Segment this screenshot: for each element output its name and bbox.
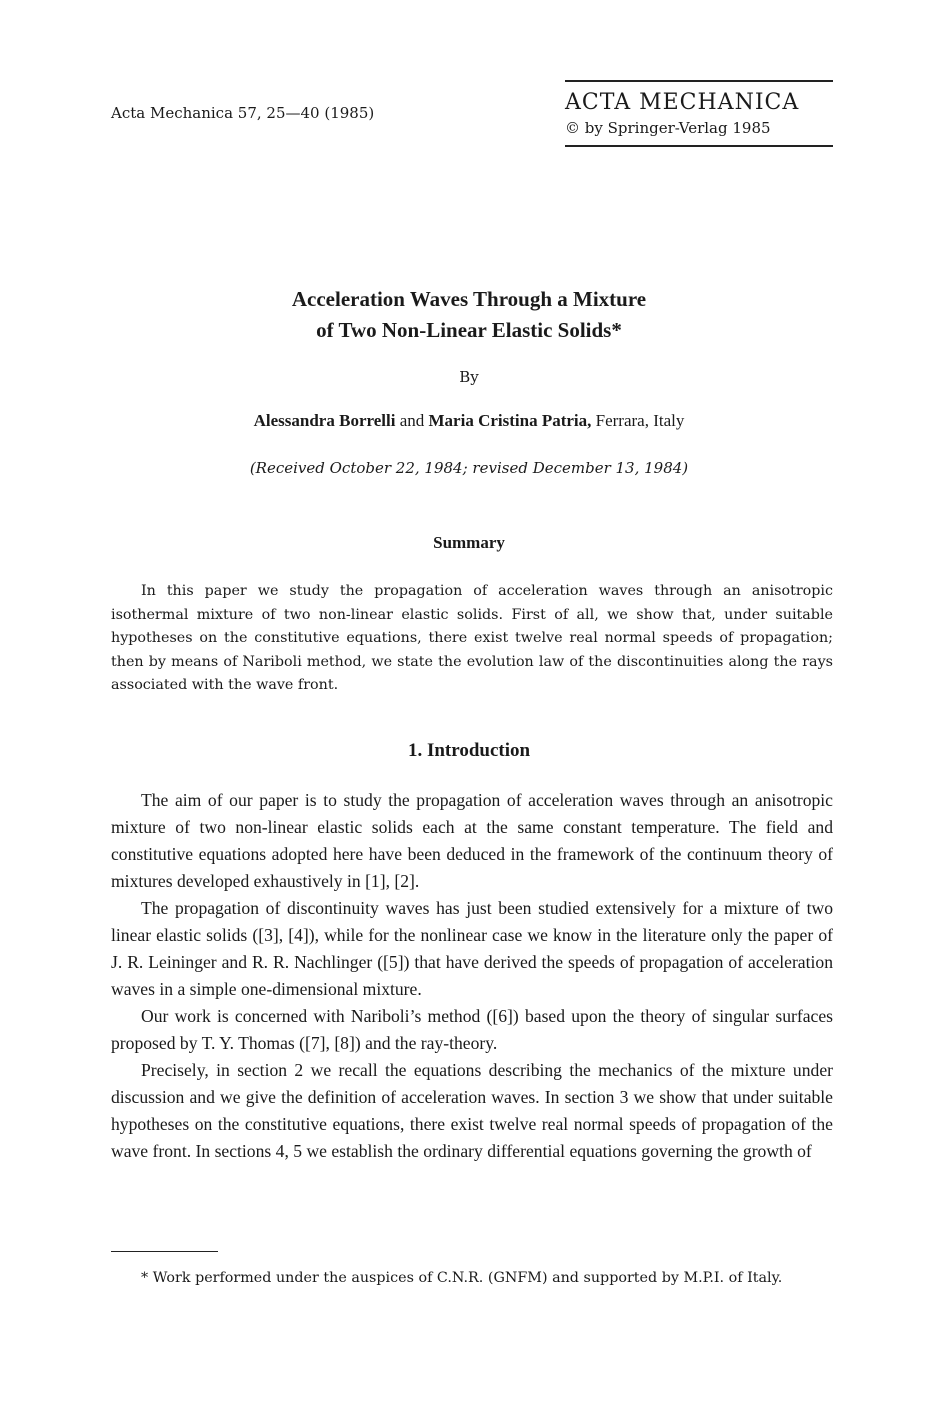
title-line-1: Acceleration Waves Through a Mixture xyxy=(291,287,647,311)
byline: By xyxy=(459,368,479,386)
section-heading: 1. Introduction xyxy=(407,740,531,761)
journal-masthead xyxy=(565,80,833,147)
footnote-divider xyxy=(111,1251,218,1252)
paragraph: The propagation of discontinuity waves has just been studied extensively for a mixture of two linear elastic solids ([3], [4]), while for the nonlinear case we know in the literature only the paper of J. R. Leininger and R. R. Nachlinger ([5]) that have derived the speeds of propagation of acceleration waves in a simple one-dimensional mixture. xyxy=(111,898,833,999)
paragraph: The aim of our paper is to study the propagation of acceleration waves through an anisotropic mixture of two non-linear elastic solids each at the same constant temperature. The field and constitutive equations adopted here have been deduced in the framework of the continuum theory of mixtures developed exhaustively in [1], [2]. xyxy=(111,790,833,891)
authors-line xyxy=(0,411,938,431)
summary-heading: Summary xyxy=(433,533,505,552)
author-2: Maria Cristina Patria, xyxy=(428,411,592,430)
title-line-2: of Two Non-Linear Elastic Solids* xyxy=(316,318,622,342)
received-dates: (Received October 22, 1984; revised December 13, 1984) xyxy=(249,459,689,477)
journal-name: ACTA MECHANICA xyxy=(565,90,800,115)
footnote: * Work performed under the auspices of C.N.R. (GNFM) and supported by M.P.I. of Italy. xyxy=(141,1270,783,1286)
authors-conjunction: and xyxy=(395,411,429,430)
author-location: Ferrara, Italy xyxy=(591,411,685,430)
author-1: Alessandra Borrelli xyxy=(253,411,396,430)
article-title xyxy=(0,284,938,346)
summary-text: In this paper we study the propagation of acceleration waves through an anisotropic isothermal mixture of two non-linear elastic solids. First of all, we show that, under suitable hypotheses on the constitutive equations, there exist twelve real normal speeds of propagation; then by means of Nariboli method, we state the evolution law of the discontinuities along the rays associated with the wave front. xyxy=(111,583,833,693)
copyright-line: © by Springer-Verlag 1985 xyxy=(565,119,771,137)
paragraph: Our work is concerned with Nariboli’s method ([6]) based upon the theory of singular surfaces proposed by T. Y. Thomas ([7], [8]) and the ray-theory. xyxy=(111,1006,833,1053)
journal-citation: Acta Mechanica 57, 25—40 (1985) xyxy=(111,104,375,122)
paragraph: Precisely, in section 2 we recall the equations describing the mechanics of the mixture under discussion and we give the definition of acceleration waves. In section 3 we show that under suitable hypotheses on the constitutive equations, there exist twelve real normal speeds of propagation of the wave front. In sections 4, 5 we establish the ordinary differential equations governing the growth of xyxy=(111,1060,833,1161)
introduction-body xyxy=(111,787,833,1165)
